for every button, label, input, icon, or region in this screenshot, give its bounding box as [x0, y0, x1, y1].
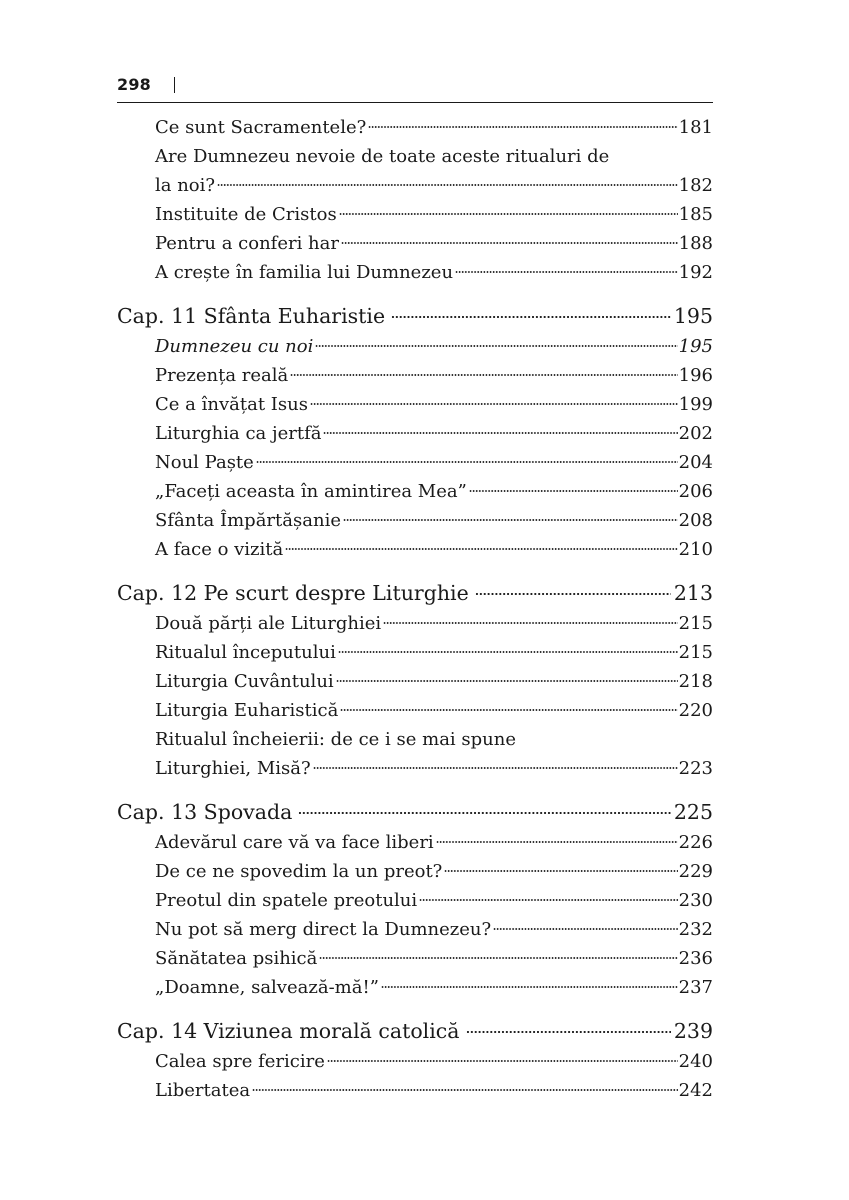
toc-entry[interactable]: [117, 419, 713, 448]
toc-entry-page: 195: [678, 336, 713, 357]
toc-entry-page: 220: [678, 700, 713, 721]
toc-entry-page: 215: [678, 613, 713, 634]
toc-entry-title: Sfânta Împărtășanie: [155, 510, 341, 531]
toc-entry[interactable]: [117, 696, 713, 725]
toc-entry-page: 218: [678, 671, 713, 692]
toc-entry-page: 237: [678, 977, 713, 998]
dot-leader: [313, 766, 678, 770]
toc-chapter-11[interactable]: [117, 301, 713, 332]
toc-entry[interactable]: [117, 609, 713, 638]
toc-chapter-14[interactable]: [117, 1016, 713, 1047]
toc-entry-page: 192: [678, 262, 713, 283]
toc-entry-title: la noi?: [155, 175, 216, 196]
toc-entry-title: Liturghiei, Misă?: [155, 758, 311, 779]
toc-entry-title: „Faceți aceasta în amintirea Mea”: [155, 481, 467, 502]
toc-entry-title: Preotul din spatele preotului: [155, 890, 418, 911]
page-number: 298: [117, 75, 151, 94]
chapter-page: 195: [673, 304, 713, 328]
toc-entry-title: Nu pot să merg direct la Dumnezeu?: [155, 919, 492, 940]
toc-entry-page: 242: [678, 1080, 713, 1101]
toc-entry-page: 208: [678, 510, 713, 531]
dot-leader: [383, 621, 677, 625]
page-header: [117, 74, 713, 103]
dot-leader: [315, 344, 677, 348]
toc-entry[interactable]: [117, 973, 713, 1002]
toc-entry[interactable]: [117, 828, 713, 857]
dot-leader: [298, 811, 671, 815]
toc-entry[interactable]: [117, 754, 713, 783]
toc-entry-title: Pentru a conferi har: [155, 233, 339, 254]
toc-entry[interactable]: [117, 535, 713, 564]
dot-leader: [336, 679, 678, 683]
toc-entry[interactable]: [117, 258, 713, 287]
dot-leader: [343, 518, 678, 522]
toc-entry-title: A crește în familia lui Dumnezeu: [155, 262, 454, 283]
toc-entry-page: 229: [678, 861, 713, 882]
toc-entry-title: Prezența reală: [155, 365, 289, 386]
toc-entry-title: Două părți ale Liturghiei: [155, 613, 382, 634]
table-of-contents: [117, 113, 713, 1105]
toc-entry-title-line1[interactable]: Ritualul încheierii: de ce i se mai spune: [155, 729, 517, 750]
toc-entry-title: A face o vizită: [155, 539, 284, 560]
toc-entry[interactable]: [117, 1047, 713, 1076]
dot-leader: [469, 489, 678, 493]
toc-entry-title-line1[interactable]: Are Dumnezeu nevoie de toate aceste ritualuri de: [155, 146, 610, 167]
toc-entry-page: 182: [678, 175, 713, 196]
toc-entry-page: 210: [678, 539, 713, 560]
toc-entry[interactable]: [117, 200, 713, 229]
dot-leader: [319, 956, 677, 960]
toc-entry-title: Ritualul începutului: [155, 642, 336, 663]
dot-leader: [455, 270, 678, 274]
dot-leader: [475, 592, 671, 596]
toc-entry-page: 215: [678, 642, 713, 663]
dot-leader: [444, 869, 677, 873]
toc-entry-page: 232: [678, 919, 713, 940]
dot-leader: [338, 650, 678, 654]
toc-entry-page: 188: [678, 233, 713, 254]
dot-leader: [217, 183, 678, 187]
toc-entry-page: 204: [678, 452, 713, 473]
toc-entry-title: Ce a învățat Isus: [155, 394, 308, 415]
dot-leader: [391, 315, 671, 319]
toc-entry[interactable]: [117, 477, 713, 506]
dot-leader: [323, 431, 677, 435]
toc-entry-page: 196: [678, 365, 713, 386]
toc-entry-page: 181: [678, 117, 713, 138]
chapter-title: Cap. 14 Viziunea morală catolică: [117, 1019, 460, 1043]
dot-leader: [493, 927, 678, 931]
toc-entry-page: 230: [678, 890, 713, 911]
dot-leader: [339, 212, 678, 216]
toc-entry-title: De ce ne spovedim la un preot?: [155, 861, 443, 882]
dot-leader: [419, 898, 677, 902]
toc-entry-page: 185: [678, 204, 713, 225]
toc-entry-page: 236: [678, 948, 713, 969]
toc-entry-title: Ce sunt Sacramentele?: [155, 117, 367, 138]
toc-entry-title: Liturgia Euharistică: [155, 700, 339, 721]
toc-entry[interactable]: [117, 638, 713, 667]
toc-entry[interactable]: [117, 944, 713, 973]
chapter-page: 213: [673, 581, 713, 605]
toc-entry-title: Sănătatea psihică: [155, 948, 318, 969]
toc-entry[interactable]: [117, 390, 713, 419]
header-divider: [174, 77, 175, 93]
dot-leader: [256, 460, 678, 464]
toc-entry[interactable]: [117, 667, 713, 696]
toc-entry[interactable]: [117, 448, 713, 477]
toc-entry-page: 223: [678, 758, 713, 779]
chapter-page: 225: [673, 800, 713, 824]
toc-entry-title: Dumnezeu cu noi: [155, 336, 314, 357]
toc-entry-page: 202: [678, 423, 713, 444]
dot-leader: [340, 708, 677, 712]
toc-entry-page: 199: [678, 394, 713, 415]
toc-entry-page: 206: [678, 481, 713, 502]
toc-entry-title: Adevărul care vă va face liberi: [155, 832, 434, 853]
dot-leader: [341, 241, 678, 245]
toc-entry[interactable]: [117, 361, 713, 390]
dot-leader: [436, 840, 678, 844]
toc-entry[interactable]: [117, 506, 713, 535]
toc-entry-title: „Doamne, salvează-mă!”: [155, 977, 379, 998]
dot-leader: [327, 1059, 678, 1063]
dot-leader: [285, 547, 677, 551]
dot-leader: [368, 125, 677, 129]
chapter-page: 239: [673, 1019, 713, 1043]
toc-entry[interactable]: [117, 113, 713, 142]
toc-chapter-12[interactable]: [117, 578, 713, 609]
toc-entry-page: 226: [678, 832, 713, 853]
toc-entry-title: Liturghia ca jertfă: [155, 423, 322, 444]
dot-leader: [252, 1088, 678, 1092]
toc-entry[interactable]: [117, 886, 713, 915]
toc-entry[interactable]: [117, 857, 713, 886]
toc-entry-title: Calea spre fericire: [155, 1051, 325, 1072]
toc-entry[interactable]: [117, 1076, 713, 1105]
toc-entry[interactable]: [117, 332, 713, 361]
toc-entry-page: 240: [678, 1051, 713, 1072]
chapter-title: Cap. 12 Pe scurt despre Liturghie: [117, 581, 469, 605]
toc-entry[interactable]: [117, 915, 713, 944]
dot-leader: [381, 985, 678, 989]
dot-leader: [290, 373, 677, 377]
toc-entry-title: Instituite de Cristos: [155, 204, 337, 225]
toc-entry-title: Libertatea: [155, 1080, 251, 1101]
toc-entry-title: Noul Paște: [155, 452, 254, 473]
toc-entry-title: Liturgia Cuvântului: [155, 671, 334, 692]
toc-entry[interactable]: [117, 229, 713, 258]
chapter-title: Cap. 11 Sfânta Euharistie: [117, 304, 386, 328]
toc-entry[interactable]: [117, 171, 713, 200]
chapter-title: Cap. 13 Spovada: [117, 800, 293, 824]
dot-leader: [466, 1030, 671, 1034]
toc-chapter-13[interactable]: [117, 797, 713, 828]
dot-leader: [310, 402, 678, 406]
